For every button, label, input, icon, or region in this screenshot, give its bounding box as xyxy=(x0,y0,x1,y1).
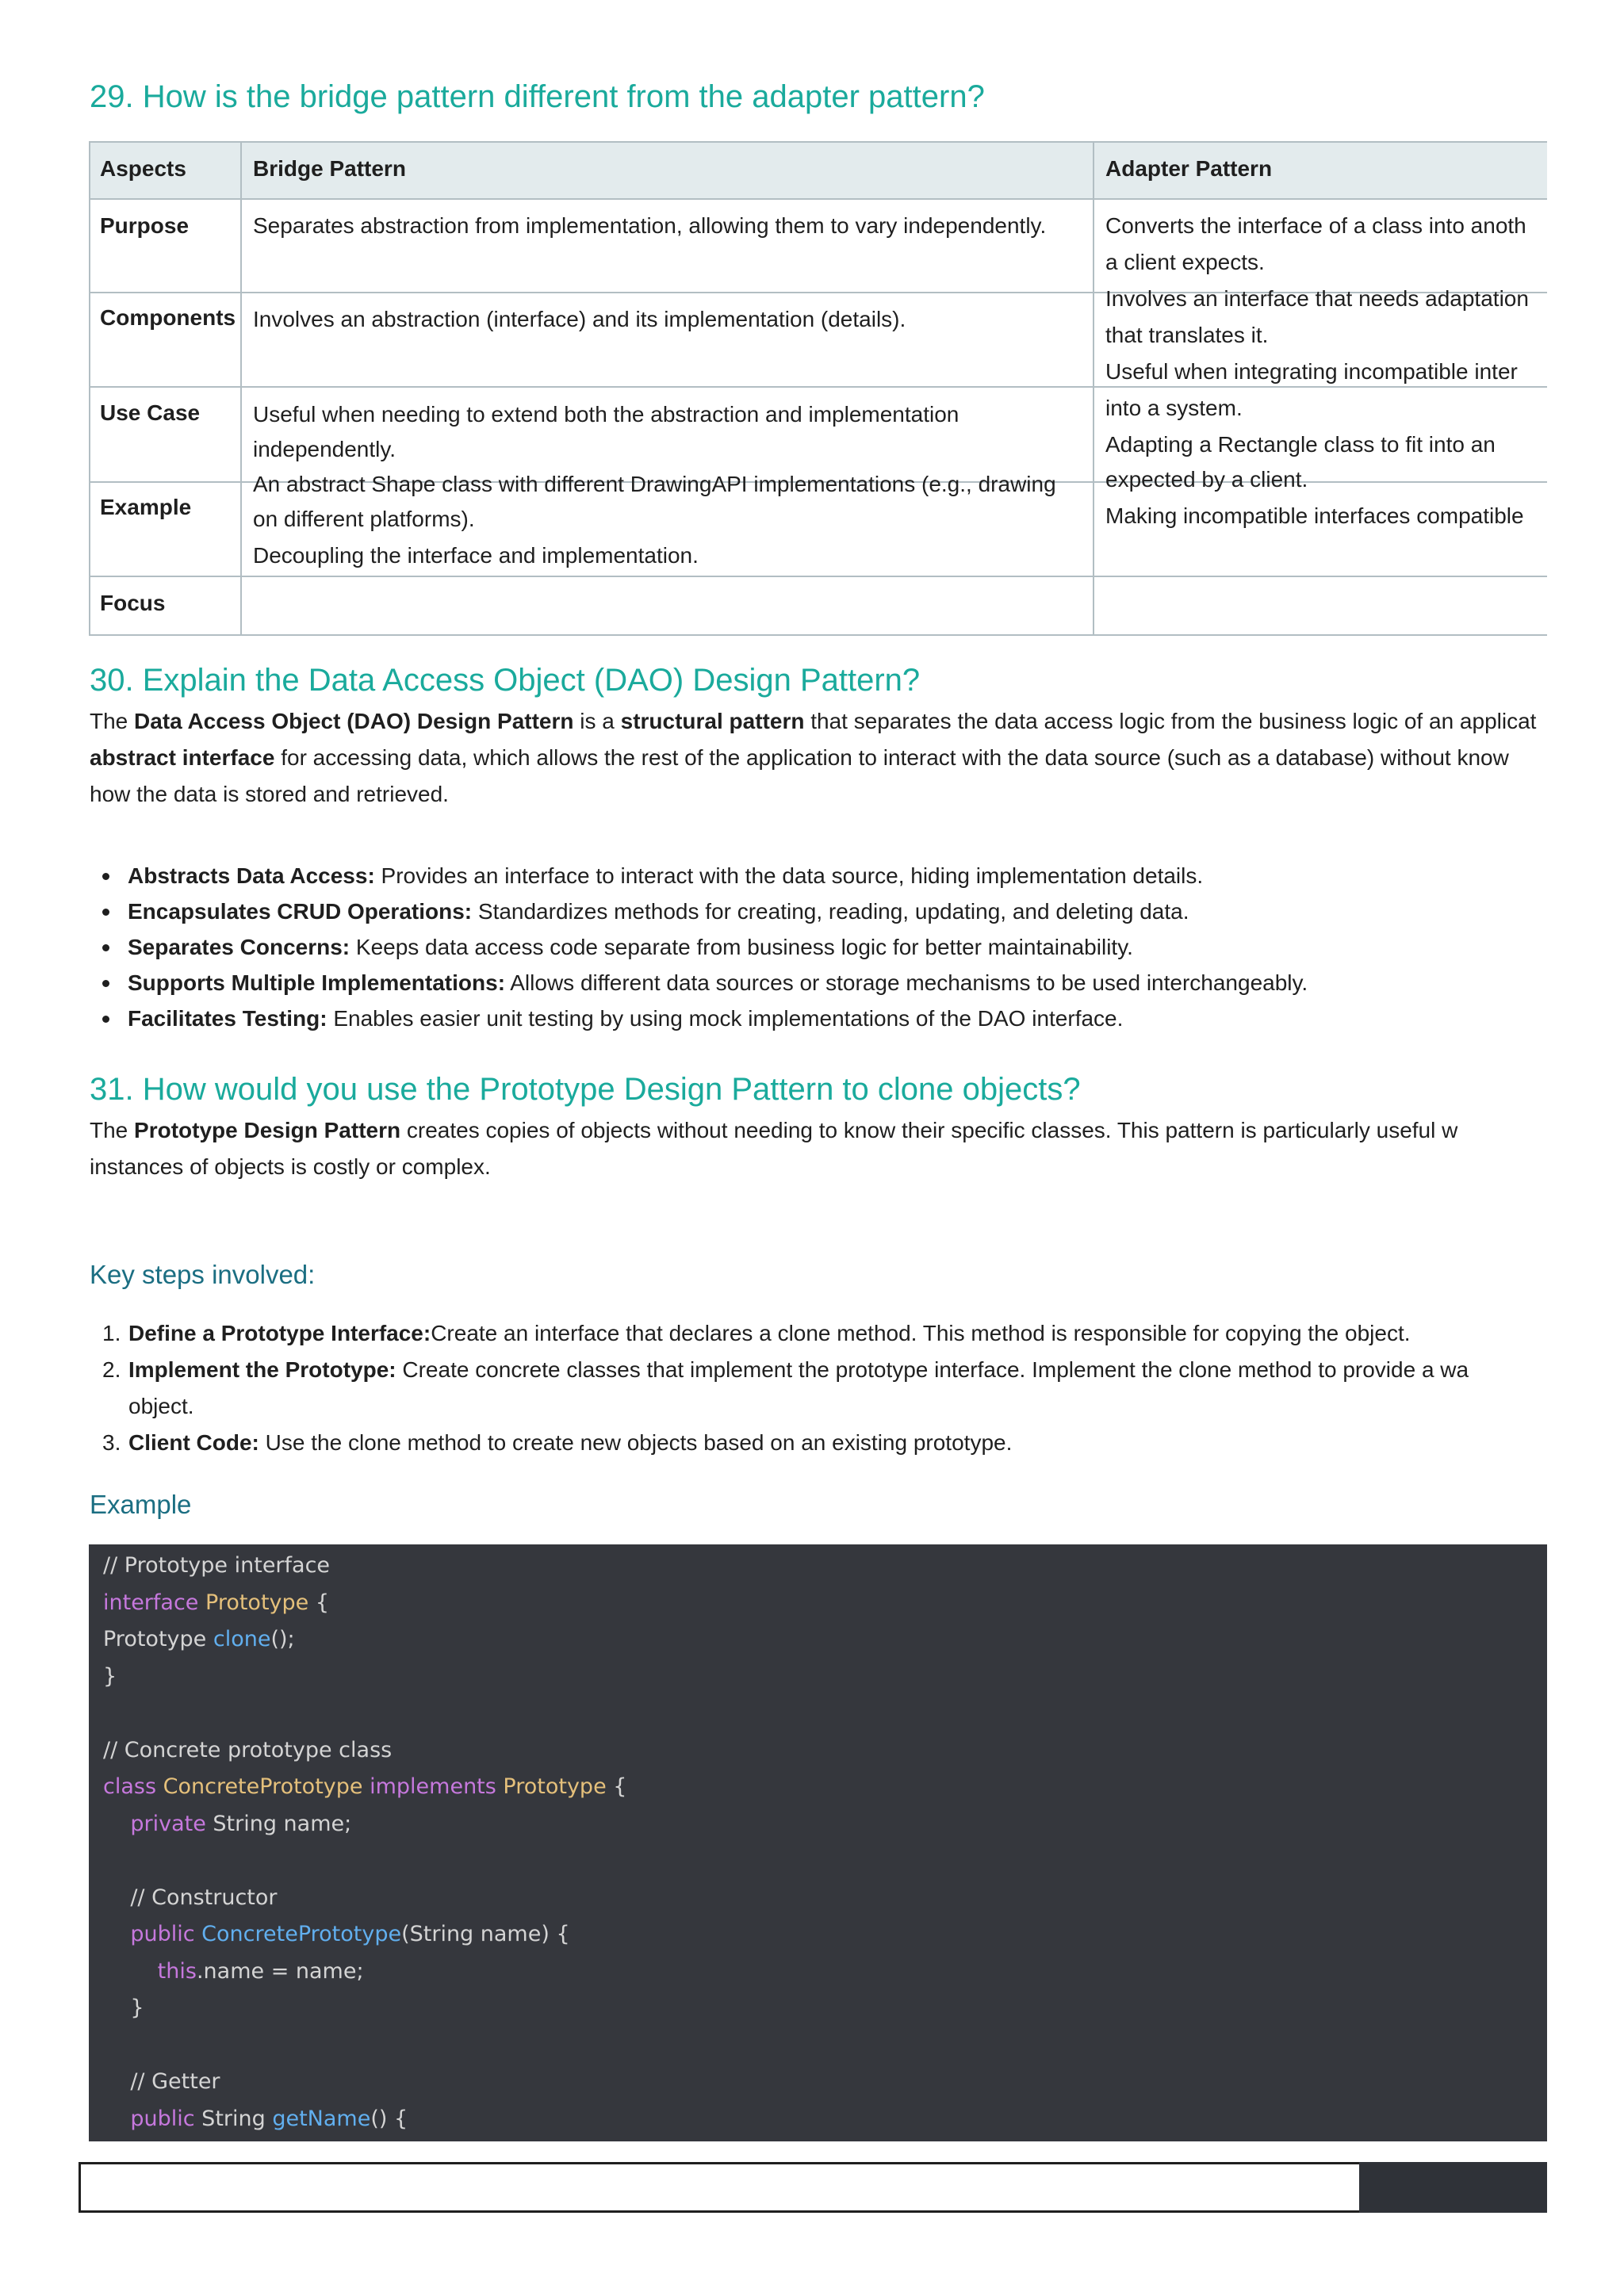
list-item-desc: Standardizes methods for creating, reading, updating, and deleting data. xyxy=(472,899,1189,924)
bullet-icon xyxy=(102,909,109,916)
code-token: getName xyxy=(272,2106,371,2131)
code-line xyxy=(103,1621,295,1658)
step-bold: Client Code: xyxy=(128,1430,259,1455)
step-text xyxy=(128,1352,1469,1388)
aspect-focus: Focus xyxy=(100,591,166,615)
code-token: Prototype xyxy=(503,1774,607,1799)
adapter-line-1: Converts the interface of a class into anoth xyxy=(1105,213,1526,238)
code-token: } xyxy=(103,1996,144,2020)
adapter-line-5: Useful when integrating incompatible inter xyxy=(1105,359,1518,384)
section-31-title: 31. How would you use the Prototype Design Pattern to clone objects? xyxy=(90,1072,1081,1107)
code-token: Prototype xyxy=(205,1590,309,1615)
aspect-example: Example xyxy=(100,495,192,519)
code-token: String xyxy=(194,2106,273,2131)
section-30-intro-line-3 xyxy=(90,776,449,813)
code-block xyxy=(89,1544,1547,2141)
comparison-table xyxy=(89,141,1547,636)
step-number: 3. xyxy=(102,1430,121,1455)
aspect-components: Components xyxy=(100,305,236,330)
code-line xyxy=(103,1732,392,1769)
section-31-intro-line-1-run-1: The xyxy=(90,1118,135,1142)
step-text xyxy=(128,1388,194,1425)
adapter-line-8: expected by a client. xyxy=(1105,467,1308,492)
code-token: // Concrete prototype class xyxy=(103,1737,393,1762)
code-token: ConcretePrototype xyxy=(163,1774,363,1799)
section-30-intro-line-1-run-4: structural pattern xyxy=(620,709,805,733)
code-line xyxy=(103,1769,626,1805)
bullet-icon xyxy=(102,980,109,987)
footer-box xyxy=(79,2162,1438,2213)
bridge-use-case-line-1: Useful when needing to extend both the abstraction and implementation xyxy=(253,402,959,427)
code-token: (String name) { xyxy=(401,1922,570,1946)
section-30-intro-line-2-run-1: abstract interface xyxy=(90,745,275,770)
section-31-intro-line-1-run-2: Prototype Design Pattern xyxy=(134,1118,401,1142)
code-line xyxy=(103,1659,117,1695)
list-item-text xyxy=(128,858,1203,894)
step-number: 2. xyxy=(102,1357,121,1382)
example-heading: Example xyxy=(90,1490,192,1519)
list-item-text xyxy=(128,965,1308,1001)
list-item-desc: Allows different data sources or storage mechanisms to be used interchangeably. xyxy=(505,970,1308,995)
step-desc: object. xyxy=(128,1394,194,1418)
code-token: this xyxy=(157,1958,197,1984)
section-30-intro-line-1 xyxy=(90,703,1536,740)
adapter-line-2: a client expects. xyxy=(1105,250,1265,274)
code-token xyxy=(103,2107,130,2131)
code-token xyxy=(103,1959,158,1984)
code-line xyxy=(103,1548,330,1584)
section-31-intro-line-2-run-1: instances of objects is costly or complex. xyxy=(90,1154,491,1179)
code-line xyxy=(103,2064,220,2100)
aspect-purpose: Purpose xyxy=(100,213,190,238)
header-bridge: Bridge Pattern xyxy=(253,156,406,181)
code-token: // Getter xyxy=(103,2069,220,2094)
code-token: { xyxy=(606,1774,627,1799)
adapter-column xyxy=(1105,208,1547,572)
code-line xyxy=(103,1990,144,2026)
adapter-line-3: Involves an interface that needs adaptation xyxy=(1105,286,1529,311)
code-token: .name = name; xyxy=(196,1958,364,1984)
code-line xyxy=(103,1585,329,1621)
section-30-intro-line-2-run-2: for accessing data, which allows the rest of the application to interact with the data source (such as a database) without know xyxy=(274,745,1509,770)
code-line xyxy=(103,1954,364,1990)
section-30-intro-line-2 xyxy=(90,740,1509,776)
section-30-intro-line-1-run-2: Data Access Object (DAO) Design Pattern xyxy=(134,709,574,733)
code-token: implements xyxy=(362,1774,504,1799)
code-token: clone xyxy=(213,1627,271,1651)
bridge-purpose: Separates abstraction from implementation, allowing them to vary independently. xyxy=(253,213,1047,238)
bridge-components: Involves an abstraction (interface) and its implementation (details). xyxy=(253,307,906,331)
code-token: // Prototype interface xyxy=(103,1553,331,1578)
step-text xyxy=(128,1315,1411,1352)
list-item-text xyxy=(128,1001,1123,1037)
list-item-bold: Separates Concerns: xyxy=(128,935,350,959)
bullet-icon xyxy=(102,1016,109,1023)
list-item-desc: Keeps data access code separate from business logic for better maintainability. xyxy=(350,935,1133,959)
step-bold: Implement the Prototype: xyxy=(128,1357,396,1382)
aspect-use-case: Use Case xyxy=(100,400,201,425)
footer-dark-block xyxy=(1359,2162,1547,2213)
code-line xyxy=(103,1880,278,1916)
adapter-line-6: into a system. xyxy=(1105,396,1243,420)
list-item-bold: Abstracts Data Access: xyxy=(128,863,375,888)
code-token: Prototype xyxy=(103,1627,213,1651)
section-30-intro-line-3-run-1: how the data is stored and retrieved. xyxy=(90,782,449,806)
header-adapter: Adapter Pattern xyxy=(1105,156,1273,181)
section-30-intro-line-1-run-3: is a xyxy=(573,709,621,733)
code-token: // Constructor xyxy=(103,1885,278,1910)
key-steps-heading: Key steps involved: xyxy=(90,1260,316,1289)
code-token: (); xyxy=(270,1627,295,1651)
header-aspects: Aspects xyxy=(100,156,186,181)
step-desc: Create an interface that declares a clone method. This method is responsible for copying the object. xyxy=(431,1321,1411,1345)
bridge-focus: Decoupling the interface and implementation. xyxy=(253,543,699,568)
code-token: interface xyxy=(103,1590,206,1615)
code-line xyxy=(103,1806,351,1843)
code-token: String name; xyxy=(205,1811,352,1836)
adapter-line-7: Adapting a Rectangle class to fit into an xyxy=(1105,432,1496,457)
bridge-use-case-line-2: independently. xyxy=(253,437,396,461)
code-token: class xyxy=(103,1774,163,1799)
section-30-intro-line-1-run-1: The xyxy=(90,709,135,733)
step-number: 1. xyxy=(102,1321,121,1345)
list-item-bold: Facilitates Testing: xyxy=(128,1006,327,1031)
code-token: } xyxy=(103,1663,117,1689)
code-token: () { xyxy=(370,2106,408,2131)
bridge-example-line-1: An abstract Shape class with different DrawingAPI implementations (e.g., drawing xyxy=(253,472,1056,496)
code-token xyxy=(103,1922,130,1946)
bridge-example-line-2: on different platforms). xyxy=(253,507,475,531)
list-item-desc: Enables easier unit testing by using mock implementations of the DAO interface. xyxy=(327,1006,1124,1031)
step-desc: Use the clone method to create new objects based on an existing prototype. xyxy=(259,1430,1013,1455)
section-31-intro-line-2 xyxy=(90,1149,491,1185)
code-token: public xyxy=(130,1922,202,1946)
adapter-line-9: Making incompatible interfaces compatible xyxy=(1105,503,1524,528)
bullet-icon xyxy=(102,873,109,880)
section-30-title: 30. Explain the Data Access Object (DAO) Design Pattern? xyxy=(90,663,921,698)
step-desc: Create concrete classes that implement the prototype interface. Implement the clone method to provide a wa xyxy=(396,1357,1469,1382)
adapter-line-4: that translates it. xyxy=(1105,323,1269,347)
list-item-bold: Supports Multiple Implementations: xyxy=(128,970,506,995)
section-29-title: 29. How is the bridge pattern different from the adapter pattern? xyxy=(90,79,985,114)
step-text xyxy=(128,1425,1012,1461)
list-item-bold: Encapsulates CRUD Operations: xyxy=(128,899,473,924)
section-30-intro-line-1-run-5: that separates the data access logic from the business logic of an applicat xyxy=(804,709,1537,733)
step-bold: Define a Prototype Interface: xyxy=(128,1321,431,1345)
bullet-icon xyxy=(102,944,109,951)
code-token: public xyxy=(130,2106,195,2131)
code-token xyxy=(103,1812,130,1836)
code-token: ConcretePrototype xyxy=(201,1922,402,1946)
list-item-desc: Provides an interface to interact with the data source, hiding implementation details. xyxy=(374,863,1204,888)
section-31-intro-line-1 xyxy=(90,1112,1457,1149)
code-line xyxy=(103,2101,408,2137)
code-token: private xyxy=(130,1811,206,1836)
code-line xyxy=(103,1916,570,1953)
list-item-text xyxy=(128,929,1133,966)
code-token: { xyxy=(308,1590,330,1615)
list-item-text xyxy=(128,894,1189,930)
section-31-intro-line-1-run-3: creates copies of objects without needing to know their specific classes. This pattern is particularly useful w xyxy=(400,1118,1458,1142)
